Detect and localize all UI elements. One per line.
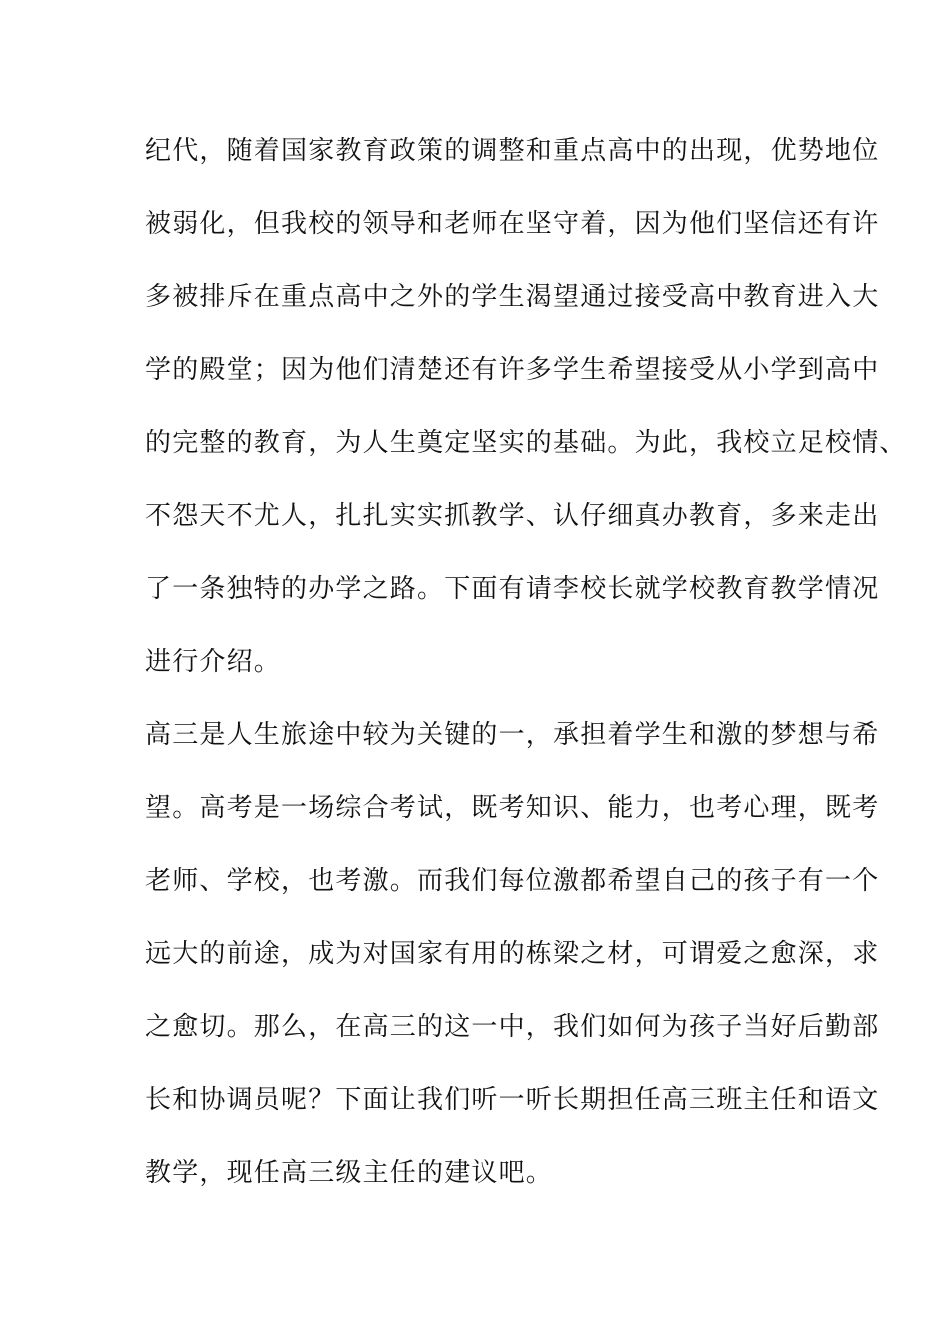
text-line: 远大的前途，成为对国家有用的栋梁之材，可谓爱之愈深，求 <box>145 939 880 969</box>
text-line: 高三是人生旅途中较为关键的一，承担着学生和激的梦想与希 <box>145 720 880 750</box>
text-line: 被弱化，但我校的领导和老师在坚守着，因为他们坚信还有许 <box>145 209 880 239</box>
text-line: 纪代，随着国家教育政策的调整和重点高中的出现，优势地位 <box>145 136 880 166</box>
text-line: 望。高考是一场综合考试，既考知识、能力，也考心理，既考 <box>145 793 880 823</box>
text-line: 进行介绍。 <box>145 647 282 677</box>
text-line: 了一条独特的办学之路。下面有请李校长就学校教育教学情况 <box>145 574 880 604</box>
text-line: 多被排斥在重点高中之外的学生渴望通过接受高中教育进入大 <box>145 282 880 312</box>
text-line: 长和协调员呢？下面让我们听一听长期担任高三班主任和语文 <box>145 1085 880 1115</box>
text-line: 之愈切。那么，在高三的这一中，我们如何为孩子当好后勤部 <box>145 1012 880 1042</box>
text-line: 学的殿堂；因为他们清楚还有许多学生希望接受从小学到高中 <box>145 355 880 385</box>
text-line: 的完整的教育，为人生奠定坚实的基础。为此，我校立足校情、 <box>145 428 907 458</box>
text-line: 教学，现任高三级主任的建议吧。 <box>145 1158 554 1188</box>
text-line: 老师、学校，也考激。而我们每位激都希望自己的孩子有一个 <box>145 866 880 896</box>
text-line: 不怨天不尤人，扎扎实实抓教学、认仔细真办教育，多来走出 <box>145 501 880 531</box>
